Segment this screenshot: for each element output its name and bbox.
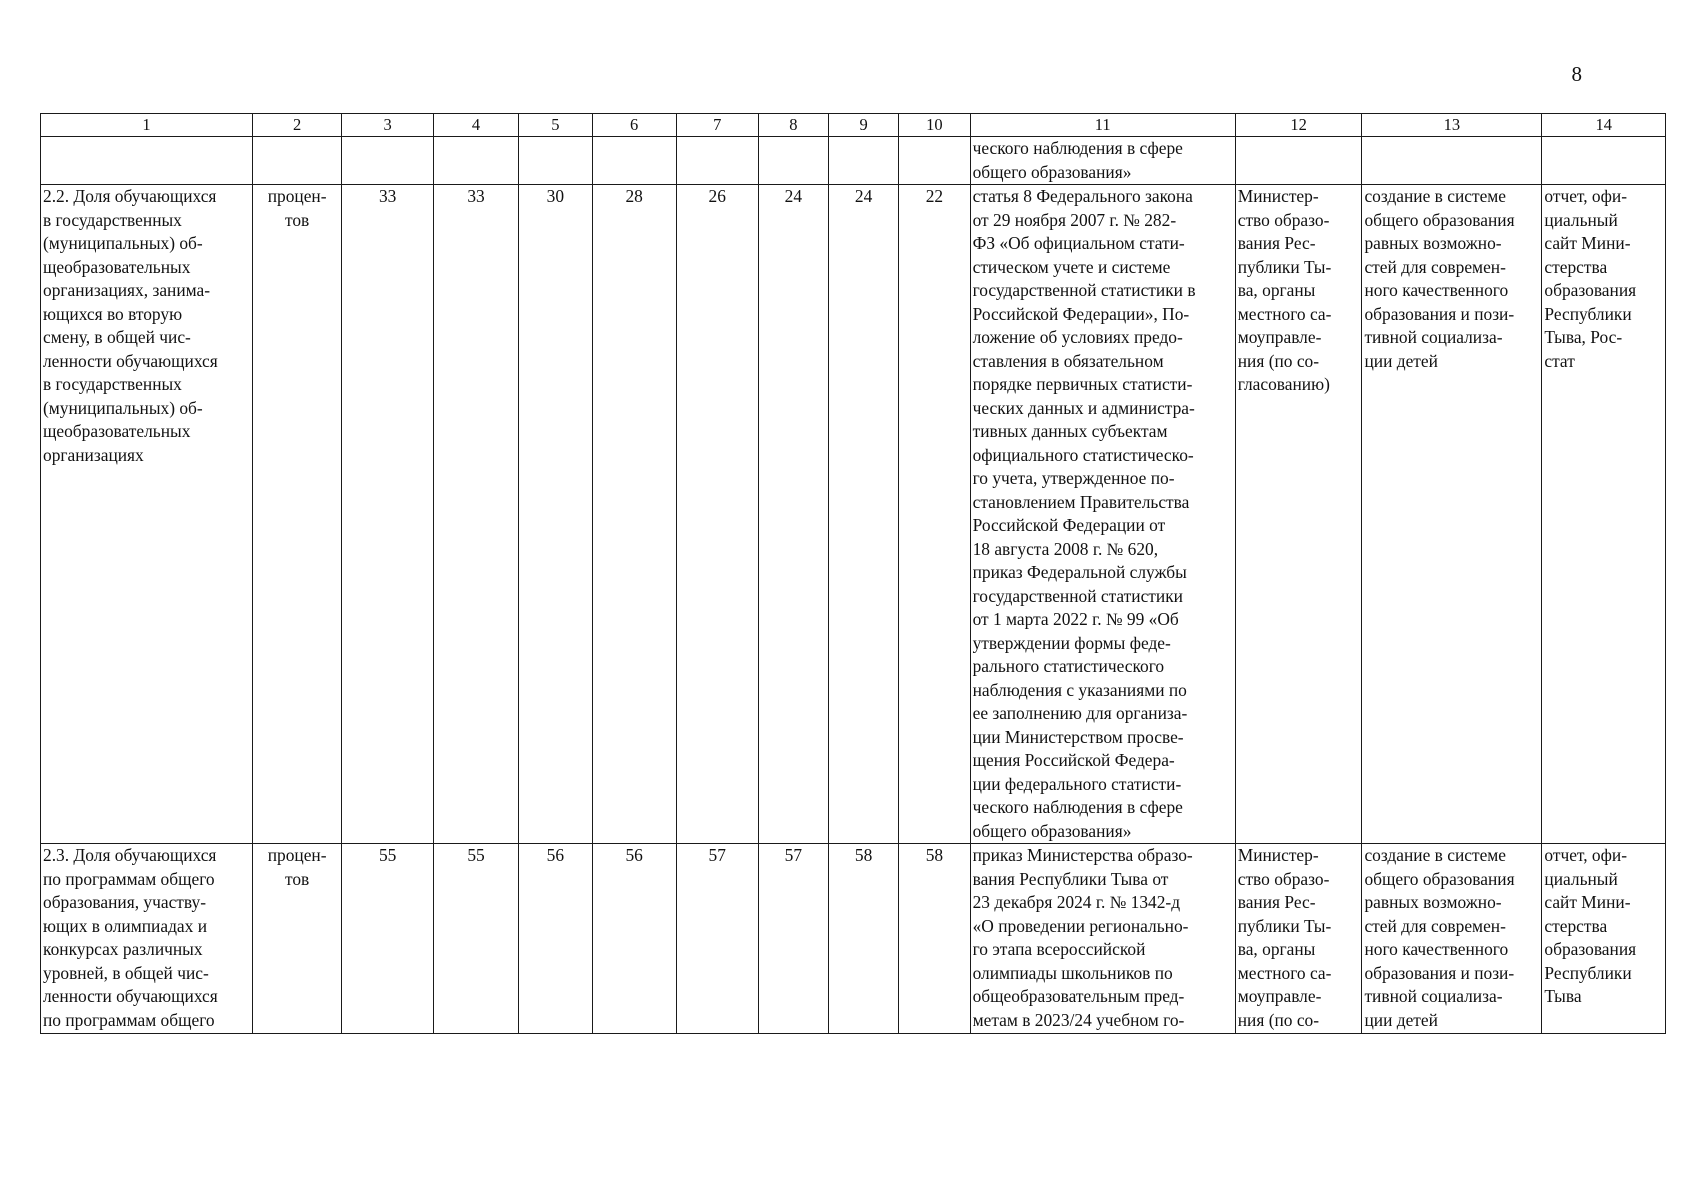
source-cell [1542,137,1666,185]
responsible-cell: Министер- ство образо- вания Рес- публики Ты- ва, органы местного са- моуправле- ния (по со- [1235,844,1362,1034]
column-number: 1 [41,114,253,137]
indicator-name-cell: 2.3. Доля обучающихся по программам общего образования, участву- ющих в олимпиадах и конкурсах различных уровней, в общей чис- ленности обучающихся по программам общего [41,844,253,1034]
page-number: 8 [1571,62,1582,86]
column-number: 13 [1362,114,1542,137]
column-number: 3 [342,114,434,137]
value-cell: 56 [592,844,676,1034]
column-number: 4 [433,114,518,137]
value-cell [758,137,828,185]
value-cell: 57 [676,844,758,1034]
column-number: 2 [252,114,341,137]
value-cell [592,137,676,185]
value-cell [899,137,970,185]
column-number: 14 [1542,114,1666,137]
goal-cell: создание в системе общего образования равных возможно- стей для современ- ного качественного образования и пози- тивной социализа- ции детей [1362,185,1542,844]
legal-basis-cell: ческого наблюдения в сфере общего образования» [970,137,1235,185]
value-cell [519,137,592,185]
unit-cell: процен- тов [252,844,341,1034]
goal-cell: создание в системе общего образования равных возможно- стей для современ- ного качественного образования и пози- тивной социализа- ции детей [1362,844,1542,1034]
value-cell: 24 [758,185,828,844]
value-cell: 24 [828,185,898,844]
value-cell: 56 [519,844,592,1034]
value-cell [342,137,434,185]
value-cell: 33 [433,185,518,844]
value-cell [433,137,518,185]
legal-basis-cell: приказ Министерства образо- вания Республики Тыва от 23 декабря 2024 г. № 1342-д «О проведении регионально- го этапа всероссийской олимпиады школьников по общеобразовательным пред- метам в 2023/24 учебном го- [970,844,1235,1034]
value-cell: 58 [828,844,898,1034]
table-row-continuation [41,137,1666,185]
unit-cell [252,137,341,185]
value-cell: 28 [592,185,676,844]
value-cell: 58 [899,844,970,1034]
value-cell [676,137,758,185]
column-number: 7 [676,114,758,137]
column-number: 12 [1235,114,1362,137]
indicator-name-cell: 2.2. Доля обучающихся в государственных (муниципальных) об- щеобразовательных организациях, занима- ющихся во вторую смену, в общей чис- ленности обучающихся в государственных (муниципальных) об- щеобразовательных организациях [41,185,253,844]
unit-cell: процен- тов [252,185,341,844]
column-number: 8 [758,114,828,137]
column-number: 6 [592,114,676,137]
source-cell: отчет, офи- циальный сайт Мини- стерства образования Республики Тыва [1542,844,1666,1034]
value-cell: 57 [758,844,828,1034]
value-cell: 55 [433,844,518,1034]
column-number: 10 [899,114,970,137]
value-cell: 26 [676,185,758,844]
column-number: 9 [828,114,898,137]
value-cell: 55 [342,844,434,1034]
column-number: 11 [970,114,1235,137]
goal-cell [1362,137,1542,185]
table-row-2-2 [41,185,1666,844]
source-cell: отчет, офи- циальный сайт Мини- стерства образования Республики Тыва, Рос- стат [1542,185,1666,844]
value-cell: 30 [519,185,592,844]
value-cell: 22 [899,185,970,844]
legal-basis-cell: статья 8 Федерального закона от 29 ноября 2007 г. № 282- ФЗ «Об официальном стати- стическом учете и системе государственной статистики в Российской Федерации», По- ложение об условиях предо- ставления в обязательном порядке первичных статисти- ческих данных и администра- тивных данных субъектам официального статистическо- го учета, утвержденное по- становлением Правительства Российской Федерации от 18 августа 2008 г. № 620, приказ Федеральной службы государственной статистики от 1 марта 2022 г. № 99 «Об утверждении формы феде- рального статистического наблюдения с указаниями по ее заполнению для организа- ции Министерством просве- щения Российской Федера- ции федерального статисти- ческого наблюдения в сфере общего образования» [970,185,1235,844]
value-cell [828,137,898,185]
indicators-table [40,113,1666,1034]
column-number: 5 [519,114,592,137]
responsible-cell [1235,137,1362,185]
table-row-2-3 [41,844,1666,1034]
indicator-name-cell [41,137,253,185]
responsible-cell: Министер- ство образо- вания Рес- публики Ты- ва, органы местного са- моуправле- ния (по со- гласованию) [1235,185,1362,844]
value-cell: 33 [342,185,434,844]
column-number-row [41,114,1666,137]
